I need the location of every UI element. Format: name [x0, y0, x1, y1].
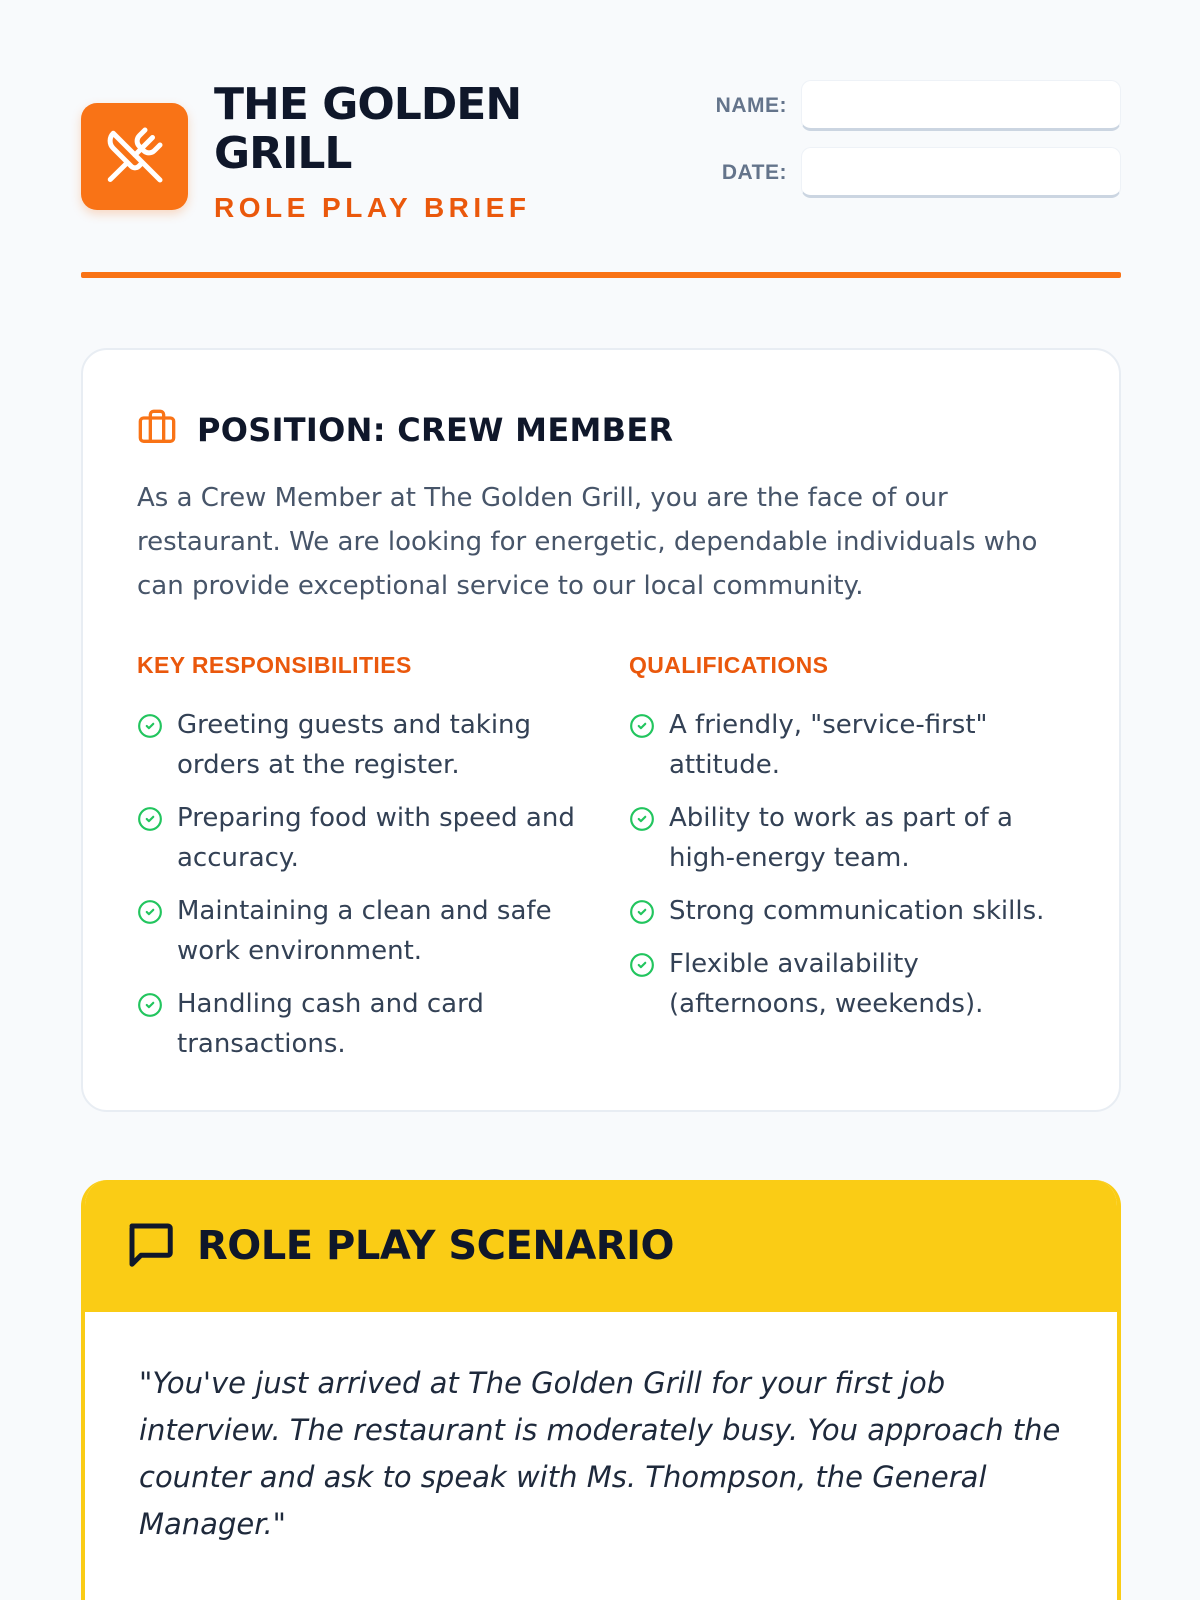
check-circle-icon — [137, 806, 163, 836]
chat-bubble-icon — [123, 1217, 177, 1275]
utensils-crossed-icon — [105, 125, 165, 189]
list-item — [137, 984, 587, 1064]
check-circle-icon — [629, 952, 655, 982]
position-heading — [137, 408, 673, 452]
position-description: As a Crew Member at The Golden Grill, you are the face of our restaurant. We are looking for energetic, dependable individuals who can provide exceptional service to our local community. — [137, 483, 1038, 601]
candidate-meta — [681, 80, 1121, 214]
document-subtitle: ROLE PLAY BRIEF — [214, 192, 531, 223]
date-row — [681, 147, 1121, 198]
name-label: NAME: — [715, 93, 787, 117]
qualifications-heading: QUALIFICATIONS — [629, 652, 829, 678]
responsibilities-heading: KEY RESPONSIBILITIES — [137, 652, 412, 678]
check-circle-icon — [137, 899, 163, 929]
check-circle-icon — [629, 899, 655, 929]
list-item — [137, 705, 587, 785]
position-title: POSITION: CREW MEMBER — [197, 411, 674, 449]
list-item-text: Ability to work as part of a high-energy team. — [669, 803, 1013, 873]
list-item-text: Maintaining a clean and safe work environment. — [177, 896, 552, 966]
list-item-text: Preparing food with speed and accuracy. — [177, 803, 575, 873]
list-item-text: Strong communication skills. — [669, 896, 1045, 926]
scenario-header — [85, 1180, 1117, 1312]
list-item-text: Handling cash and card transactions. — [177, 989, 484, 1059]
list-item — [629, 944, 1079, 1024]
check-circle-icon — [137, 992, 163, 1022]
restaurant-name: THE GOLDEN GRILL — [214, 79, 522, 179]
qualifications-column — [629, 652, 1079, 1037]
list-item — [629, 798, 1079, 878]
check-circle-icon — [629, 806, 655, 836]
role-play-brief-page — [81, 0, 1121, 1541]
list-item-text: A friendly, "service-first" attitude. — [669, 710, 988, 780]
restaurant-logo — [81, 103, 188, 210]
list-item — [137, 891, 587, 971]
list-item — [137, 798, 587, 878]
list-item-text: Flexible availability (afternoons, weekends). — [669, 949, 984, 1019]
header-divider — [81, 272, 1121, 278]
check-circle-icon — [137, 713, 163, 743]
scenario-card — [81, 1180, 1121, 1600]
list-item-text: Greeting guests and taking orders at the register. — [177, 710, 532, 780]
briefcase-icon — [137, 408, 177, 452]
brand-block — [214, 80, 594, 224]
position-card — [81, 348, 1121, 1112]
scenario-text: "You've just arrived at The Golden Grill for your first job interview. The restaurant is moderately busy. You approach the counter and ask to speak with Ms. Thompson, the General Manager." — [139, 1366, 1061, 1541]
date-label: DATE: — [721, 160, 787, 184]
check-circle-icon — [629, 713, 655, 743]
responsibilities-column — [137, 652, 587, 1077]
list-item — [629, 705, 1079, 785]
scenario-title: ROLE PLAY SCENARIO — [197, 1223, 674, 1269]
list-item — [629, 891, 1079, 931]
date-field[interactable] — [801, 147, 1121, 198]
page-header — [81, 0, 1121, 282]
name-row — [681, 80, 1121, 131]
name-field[interactable] — [801, 80, 1121, 131]
